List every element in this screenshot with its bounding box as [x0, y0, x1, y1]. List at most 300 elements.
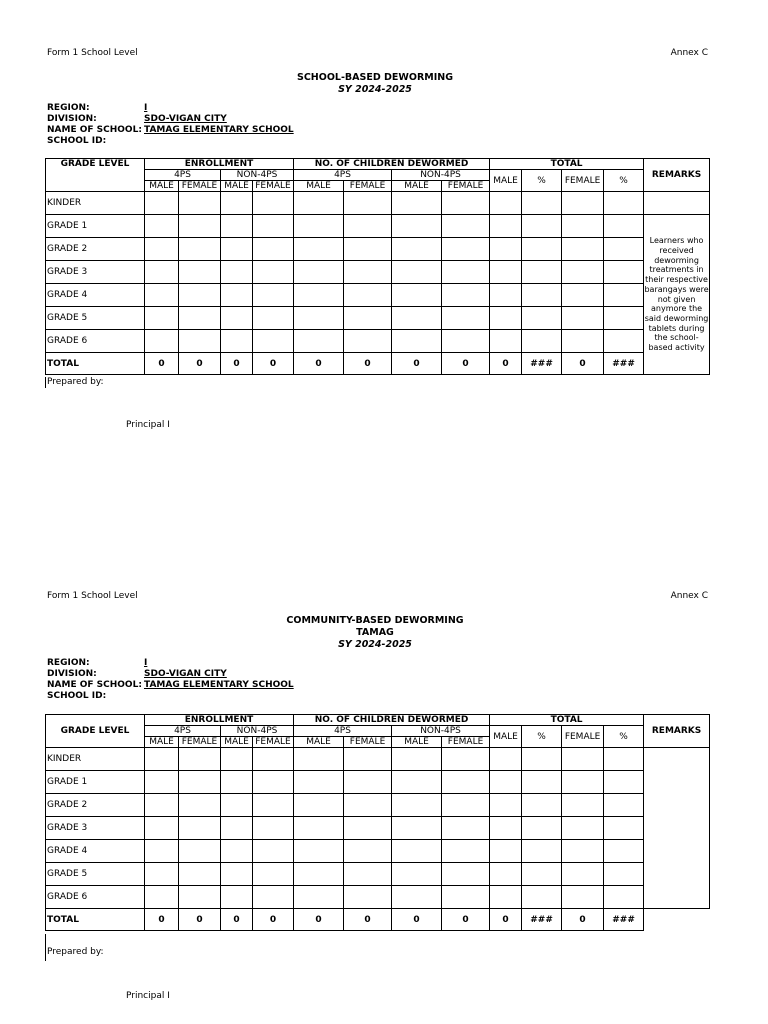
cell — [294, 794, 344, 817]
grade-label: GRADE 4 — [46, 840, 145, 863]
cell — [253, 238, 294, 261]
cell — [604, 771, 644, 794]
cell — [179, 771, 221, 794]
grade-label: GRADE 5 — [46, 863, 145, 886]
school-name-value: TAMAG ELEMENTARY SCHOOL — [144, 680, 294, 690]
total-value: 0 — [221, 909, 253, 931]
cell — [221, 307, 253, 330]
grade-label: GRADE 5 — [46, 307, 145, 330]
cell — [562, 748, 604, 771]
total-female-percent-header: % — [604, 726, 644, 748]
cell — [294, 330, 344, 353]
cell — [221, 261, 253, 284]
cell — [490, 748, 522, 771]
cell — [562, 863, 604, 886]
cell — [344, 817, 392, 840]
cell — [604, 307, 644, 330]
cell — [253, 748, 294, 771]
total-value: 0 — [562, 909, 604, 931]
cell — [442, 261, 490, 284]
school-id-label: SCHOOL ID: — [47, 136, 107, 146]
cell — [604, 330, 644, 353]
cell — [221, 192, 253, 215]
grade-label: GRADE 2 — [46, 794, 145, 817]
table-row — [46, 840, 710, 863]
cell — [294, 215, 344, 238]
male-header: MALE — [221, 181, 253, 192]
cell — [294, 307, 344, 330]
annex-label: Annex C — [670, 591, 708, 601]
cell — [490, 840, 522, 863]
table-row — [46, 794, 710, 817]
total-header: TOTAL — [490, 159, 644, 170]
cell — [221, 886, 253, 909]
cell — [442, 886, 490, 909]
cell — [294, 840, 344, 863]
cell — [522, 840, 562, 863]
cell — [344, 771, 392, 794]
cell — [490, 886, 522, 909]
dewormed-4ps-header: 4PS — [294, 170, 392, 181]
cell — [179, 284, 221, 307]
male-header: MALE — [145, 181, 179, 192]
dewormed-4ps-header: 4PS — [294, 726, 392, 737]
total-value: 0 — [294, 909, 344, 931]
total-value: 0 — [221, 353, 253, 375]
deworming-table — [45, 714, 710, 931]
cell — [179, 863, 221, 886]
signatory-title: Principal I — [126, 420, 170, 430]
region-value: I — [144, 658, 148, 668]
cell — [294, 261, 344, 284]
division-value: SDO-VIGAN CITY — [144, 669, 227, 679]
female-header: FEMALE — [442, 181, 490, 192]
dewormed-non4ps-header: NON-4PS — [392, 170, 490, 181]
female-header: FEMALE — [253, 181, 294, 192]
cell — [490, 215, 522, 238]
total-male-header: MALE — [490, 726, 522, 748]
table-row — [46, 284, 710, 307]
cell — [253, 192, 294, 215]
cell — [562, 238, 604, 261]
cell — [490, 192, 522, 215]
cell — [604, 261, 644, 284]
remarks-header: REMARKS — [644, 159, 710, 192]
table-row — [46, 886, 710, 909]
cell — [522, 886, 562, 909]
grade-label: GRADE 6 — [46, 330, 145, 353]
cell — [145, 863, 179, 886]
cell — [522, 748, 562, 771]
cell — [490, 307, 522, 330]
enrollment-header: ENROLLMENT — [145, 159, 294, 170]
cell — [179, 215, 221, 238]
total-row — [46, 909, 710, 931]
cell — [179, 192, 221, 215]
cell — [344, 284, 392, 307]
cell — [344, 794, 392, 817]
cell — [145, 192, 179, 215]
cell — [253, 771, 294, 794]
grade-label: KINDER — [46, 748, 145, 771]
cell — [179, 840, 221, 863]
remarks-note — [644, 748, 710, 909]
form-subtitle: TAMAG — [356, 627, 394, 638]
cell — [490, 284, 522, 307]
total-value: 0 — [562, 353, 604, 375]
cell — [442, 307, 490, 330]
cell — [562, 794, 604, 817]
form-title: COMMUNITY-BASED DEWORMING — [286, 615, 464, 626]
remarks-note: Learners who received deworming treatments in their respective barangays were not given anymore the said deworming tablets during the school-based activity — [644, 215, 710, 375]
school-name-label: NAME OF SCHOOL: — [47, 125, 142, 135]
cell — [179, 794, 221, 817]
total-value: 0 — [490, 909, 522, 931]
margin-line — [45, 934, 46, 961]
school-id-label: SCHOOL ID: — [47, 691, 107, 701]
cell — [392, 794, 442, 817]
cell — [294, 284, 344, 307]
cell — [294, 771, 344, 794]
cell — [562, 886, 604, 909]
cell — [522, 261, 562, 284]
cell — [145, 771, 179, 794]
cell — [562, 330, 604, 353]
cell — [392, 215, 442, 238]
cell — [253, 215, 294, 238]
grade-label: GRADE 1 — [46, 771, 145, 794]
cell — [442, 748, 490, 771]
table-row — [46, 192, 710, 215]
grade-label: GRADE 3 — [46, 817, 145, 840]
female-header: FEMALE — [442, 737, 490, 748]
total-value: 0 — [253, 909, 294, 931]
cell — [344, 330, 392, 353]
cell — [145, 330, 179, 353]
school-name-value: TAMAG ELEMENTARY SCHOOL — [144, 125, 294, 135]
cell — [522, 794, 562, 817]
female-header: FEMALE — [253, 737, 294, 748]
male-header: MALE — [392, 737, 442, 748]
grade-label: KINDER — [46, 192, 145, 215]
cell — [221, 238, 253, 261]
male-header: MALE — [294, 737, 344, 748]
enrollment-header: ENROLLMENT — [145, 715, 294, 726]
total-male-percent-header: % — [522, 726, 562, 748]
remarks-header: REMARKS — [644, 715, 710, 748]
total-row — [46, 353, 710, 375]
cell — [490, 863, 522, 886]
cell — [294, 863, 344, 886]
grade-level-header: GRADE LEVEL — [46, 159, 145, 192]
cell — [145, 307, 179, 330]
total-value: 0 — [442, 353, 490, 375]
total-header: TOTAL — [490, 715, 644, 726]
total-label: TOTAL — [46, 909, 145, 931]
cell — [392, 261, 442, 284]
region-label: REGION: — [47, 658, 90, 668]
region-value: I — [144, 103, 148, 113]
table-row — [46, 215, 710, 238]
cell — [392, 192, 442, 215]
table-row — [46, 748, 710, 771]
cell — [442, 330, 490, 353]
dewormed-non4ps-header: NON-4PS — [392, 726, 490, 737]
cell — [179, 817, 221, 840]
table-row — [46, 238, 710, 261]
female-header: FEMALE — [179, 737, 221, 748]
cell — [344, 886, 392, 909]
cell — [522, 863, 562, 886]
cell — [604, 840, 644, 863]
cell — [145, 261, 179, 284]
cell — [562, 192, 604, 215]
cell — [604, 284, 644, 307]
cell — [522, 215, 562, 238]
cell — [294, 886, 344, 909]
cell — [442, 771, 490, 794]
form-title: SCHOOL-BASED DEWORMING — [296, 72, 453, 83]
female-header: FEMALE — [179, 181, 221, 192]
cell — [221, 748, 253, 771]
cell — [179, 238, 221, 261]
dewormed-header: NO. OF CHILDREN DEWORMED — [294, 715, 490, 726]
table-row — [46, 261, 710, 284]
grade-label: GRADE 3 — [46, 261, 145, 284]
cell — [344, 192, 392, 215]
cell — [179, 886, 221, 909]
total-male-percent-header: % — [522, 170, 562, 192]
cell — [392, 771, 442, 794]
cell — [253, 330, 294, 353]
cell — [294, 748, 344, 771]
cell — [490, 238, 522, 261]
cell — [145, 794, 179, 817]
grade-label: GRADE 6 — [46, 886, 145, 909]
cell — [221, 215, 253, 238]
total-female-percent-header: % — [604, 170, 644, 192]
cell — [604, 238, 644, 261]
total-value: 0 — [294, 353, 344, 375]
cell — [221, 840, 253, 863]
total-value: 0 — [392, 909, 442, 931]
prepared-by-label: Prepared by: — [47, 947, 104, 957]
cell — [442, 238, 490, 261]
cell — [179, 748, 221, 771]
form-label: Form 1 School Level — [47, 591, 138, 601]
cell — [145, 840, 179, 863]
cell — [490, 261, 522, 284]
total-value: 0 — [490, 353, 522, 375]
division-label: DIVISION: — [47, 114, 97, 124]
cell — [490, 817, 522, 840]
male-header: MALE — [392, 181, 442, 192]
male-header: MALE — [145, 737, 179, 748]
cell — [294, 817, 344, 840]
cell — [442, 192, 490, 215]
cell — [221, 794, 253, 817]
total-value: ### — [522, 353, 562, 375]
cell — [344, 840, 392, 863]
total-value: 0 — [179, 909, 221, 931]
cell — [392, 307, 442, 330]
cell — [344, 307, 392, 330]
grade-label: GRADE 4 — [46, 284, 145, 307]
annex-label: Annex C — [670, 48, 708, 58]
cell — [179, 330, 221, 353]
cell — [442, 840, 490, 863]
cell — [604, 215, 644, 238]
school-year: SY 2024-2025 — [338, 84, 412, 95]
cell — [253, 307, 294, 330]
total-value: 0 — [145, 353, 179, 375]
cell — [604, 817, 644, 840]
cell — [490, 794, 522, 817]
cell — [179, 307, 221, 330]
male-header: MALE — [294, 181, 344, 192]
grade-label: GRADE 2 — [46, 238, 145, 261]
cell — [562, 817, 604, 840]
cell — [145, 215, 179, 238]
school-name-label: NAME OF SCHOOL: — [47, 680, 142, 690]
grade-level-header: GRADE LEVEL — [46, 715, 145, 748]
dewormed-header: NO. OF CHILDREN DEWORMED — [294, 159, 490, 170]
cell — [344, 238, 392, 261]
margin-line — [45, 377, 46, 388]
cell — [392, 238, 442, 261]
prepared-by-label: Prepared by: — [47, 377, 104, 387]
total-value: ### — [604, 909, 644, 931]
cell — [392, 863, 442, 886]
cell — [604, 886, 644, 909]
cell — [442, 215, 490, 238]
total-value: 0 — [179, 353, 221, 375]
cell — [562, 284, 604, 307]
cell — [604, 748, 644, 771]
cell — [392, 330, 442, 353]
cell — [522, 771, 562, 794]
cell — [392, 817, 442, 840]
cell — [145, 817, 179, 840]
total-value: 0 — [442, 909, 490, 931]
total-label: TOTAL — [46, 353, 145, 375]
cell — [392, 840, 442, 863]
cell — [221, 863, 253, 886]
cell — [442, 284, 490, 307]
table-row — [46, 863, 710, 886]
cell — [145, 748, 179, 771]
cell — [522, 284, 562, 307]
region-label: REGION: — [47, 103, 90, 113]
cell — [221, 330, 253, 353]
cell — [562, 215, 604, 238]
cell — [344, 215, 392, 238]
enrollment-non4ps-header: NON-4PS — [221, 170, 294, 181]
total-male-header: MALE — [490, 170, 522, 192]
cell — [522, 307, 562, 330]
cell — [490, 330, 522, 353]
cell — [344, 748, 392, 771]
enrollment-4ps-header: 4PS — [145, 170, 221, 181]
female-header: FEMALE — [344, 181, 392, 192]
cell — [562, 840, 604, 863]
cell — [253, 840, 294, 863]
cell — [392, 284, 442, 307]
cell — [522, 330, 562, 353]
cell — [145, 886, 179, 909]
cell — [344, 261, 392, 284]
total-female-header: FEMALE — [562, 726, 604, 748]
cell — [145, 284, 179, 307]
cell — [604, 863, 644, 886]
total-value: 0 — [392, 353, 442, 375]
total-female-header: FEMALE — [562, 170, 604, 192]
cell — [221, 284, 253, 307]
cell — [392, 886, 442, 909]
cell — [522, 817, 562, 840]
cell — [221, 817, 253, 840]
total-value: ### — [522, 909, 562, 931]
total-value: ### — [604, 353, 644, 375]
table-row — [46, 771, 710, 794]
total-value: 0 — [253, 353, 294, 375]
cell — [253, 886, 294, 909]
cell — [562, 261, 604, 284]
cell — [294, 192, 344, 215]
cell — [253, 794, 294, 817]
cell — [253, 261, 294, 284]
form-label: Form 1 School Level — [47, 48, 138, 58]
male-header: MALE — [221, 737, 253, 748]
cell — [253, 817, 294, 840]
division-label: DIVISION: — [47, 669, 97, 679]
cell — [522, 238, 562, 261]
table-row — [46, 817, 710, 840]
table-row — [46, 330, 710, 353]
cell — [253, 284, 294, 307]
cell — [253, 863, 294, 886]
table-row — [46, 307, 710, 330]
cell — [145, 238, 179, 261]
total-value: 0 — [145, 909, 179, 931]
enrollment-non4ps-header: NON-4PS — [221, 726, 294, 737]
female-header: FEMALE — [344, 737, 392, 748]
signatory-title: Principal I — [126, 991, 170, 1001]
grade-label: GRADE 1 — [46, 215, 145, 238]
cell — [562, 771, 604, 794]
cell — [392, 748, 442, 771]
cell — [604, 794, 644, 817]
cell — [490, 771, 522, 794]
cell — [294, 238, 344, 261]
cell — [562, 307, 604, 330]
cell — [179, 261, 221, 284]
cell — [442, 817, 490, 840]
cell — [221, 771, 253, 794]
total-value: 0 — [344, 353, 392, 375]
cell — [522, 192, 562, 215]
cell — [442, 794, 490, 817]
division-value: SDO-VIGAN CITY — [144, 114, 227, 124]
total-value: 0 — [344, 909, 392, 931]
enrollment-4ps-header: 4PS — [145, 726, 221, 737]
remarks-top-cell — [644, 192, 710, 215]
cell — [344, 863, 392, 886]
school-year: SY 2024-2025 — [338, 639, 412, 650]
deworming-table — [45, 158, 710, 375]
cell — [604, 192, 644, 215]
cell — [442, 863, 490, 886]
